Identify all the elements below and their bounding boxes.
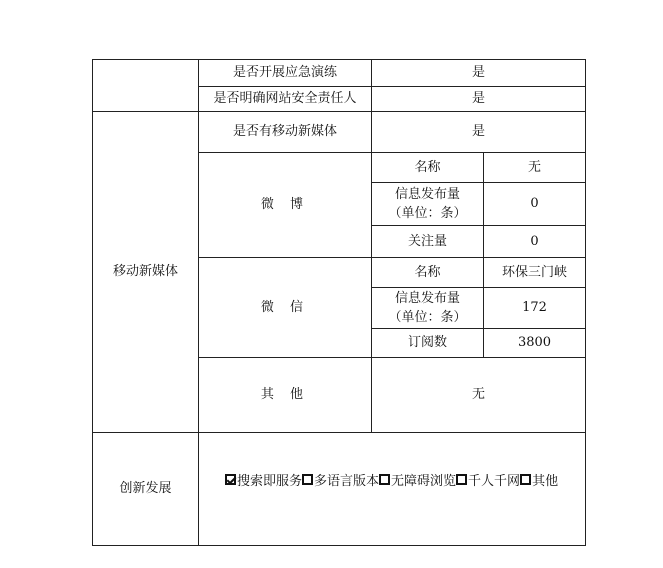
other-label: 其 他 [260,387,310,403]
weibo-label: 微 博 [260,197,310,213]
wechat-label: 微 信 [260,299,310,315]
weibo-posts-value: 0 [530,196,539,212]
wechat-subscribers-label: 订阅数 [407,335,447,351]
checkbox-personalized-site[interactable] [456,474,467,485]
weibo-followers-label: 关注量 [407,233,447,249]
option-other-label: 其他 [532,474,559,489]
innovation-section-label: 创新发展 [119,481,172,497]
option-multilingual-label: 多语言版本 [314,474,380,489]
has-mobile-media-value: 是 [471,124,485,140]
innovation-options [225,470,558,489]
wechat-posts-value: 172 [522,300,547,316]
table-border-bottom [92,545,586,546]
security-officer-label: 是否明确网站安全责任人 [213,91,357,107]
option-search-service-label: 搜索即服务 [237,474,303,489]
option-accessible-browsing-label: 无障碍浏览 [391,474,457,489]
wechat-name-label: 名称 [414,264,441,280]
has-mobile-media-label: 是否有移动新媒体 [232,124,337,140]
wechat-posts-label [372,288,483,328]
checkbox-multilingual[interactable] [302,474,313,485]
emergency-drill-label: 是否开展应急演练 [232,65,337,81]
weibo-followers-value: 0 [530,233,539,249]
weibo-name-label: 名称 [414,159,441,175]
weibo-posts-label-line1: 信息发布量 [394,186,460,202]
security-officer-value: 是 [471,91,485,107]
checkbox-other[interactable] [520,474,531,485]
weibo-name-value: 无 [527,159,541,175]
weibo-posts-label [372,183,483,225]
mobile-media-section-label: 移动新媒体 [112,264,178,280]
option-personalized-site-label: 千人千网 [468,474,521,489]
checkbox-search-service[interactable] [225,474,236,485]
weibo-posts-label-line2: （单位：条） [388,206,467,221]
wechat-posts-label-line1: 信息发布量 [394,290,460,306]
wechat-posts-label-line2: （单位：条） [388,310,467,325]
checkbox-accessible-browsing[interactable] [379,474,390,485]
emergency-drill-value: 是 [471,65,485,81]
wechat-name-value: 环保三门峡 [501,264,567,280]
wechat-subscribers-value: 3800 [517,335,552,351]
other-value: 无 [471,387,485,403]
table-border-right [585,59,586,546]
